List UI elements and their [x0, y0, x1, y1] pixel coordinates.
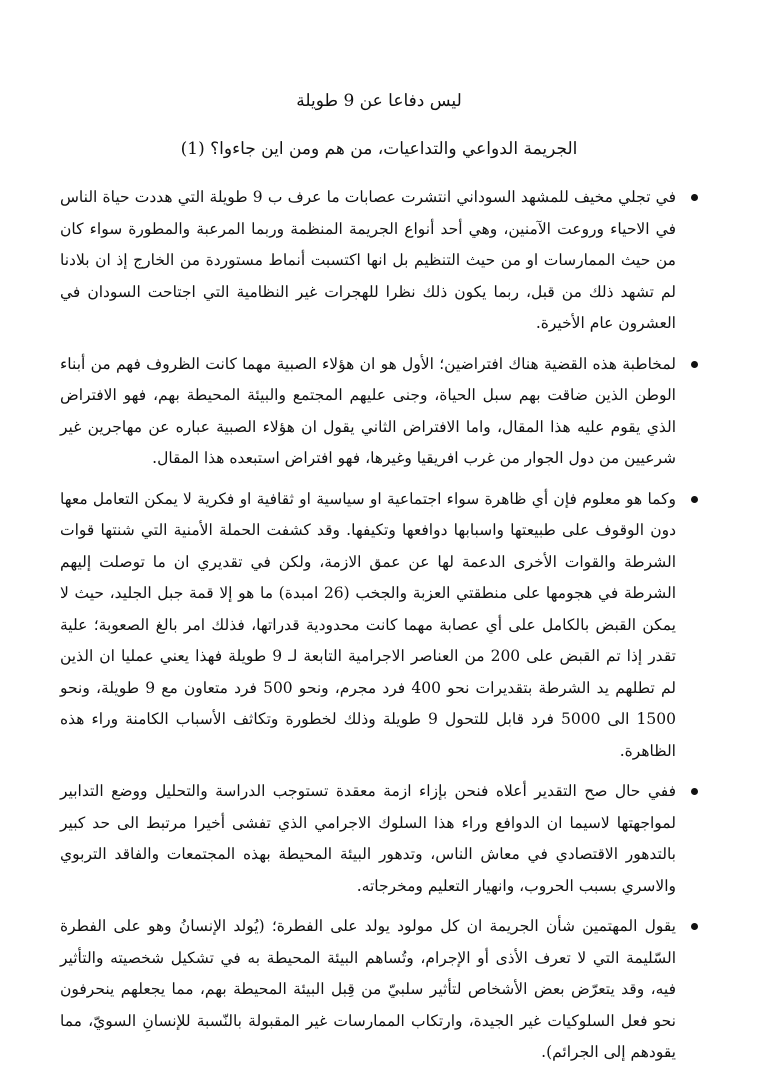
paragraph-text: يقول المهتمين شأن الجريمة ان كل مولود يولد على الفطرة؛ (يُولد الإنسانُ وهو على الفطرة السّليمة التي لا تعرف الأذى أو الإجرام، وتُساهم البيئة المحيطة به في تشكيل شخصيته والتأثير فيه، وقد يتعرّض بعض الأشخاص لتأثير سلبيّ من قِبل البيئة المحيطة بهم، مما يجعلهم ينحرفون نحو فعل السلوكيات غير الجيدة، وارتكاب الممارسات غير المقبولة بالنّسبة للإنسانِ السويّ، مما يقودهم إلى الجرائم). — [60, 917, 676, 1061]
bullet-paragraph-5 — [60, 911, 698, 1069]
bullet-list — [60, 182, 698, 1069]
bullet-paragraph-4 — [60, 776, 698, 902]
bullet-dot-icon — [691, 194, 698, 201]
bullet-paragraph-3 — [60, 484, 698, 768]
document-subtitle: الجريمة الدواعي والتداعيات، من هم ومن اين جاءوا؟ (1) — [180, 139, 578, 159]
document-title: ليس دفاعا عن 9 طويلة — [296, 91, 462, 111]
bullet-dot-icon — [691, 496, 698, 503]
bullet-dot-icon — [691, 361, 698, 368]
paragraph-text: ففي حال صح التقدير أعلاه فنحن بإزاء ازمة معقدة تستوجب الدراسة والتحليل ووضع التدابير لمواجهتها لاسيما ان الدوافع وراء هذا السلوك الاجرامي الذي تفشى أخيرا مرتبط الى حد كبير بالتدهور الاقتصادي في معاش الناس، وتدهور البيئة المحيطة بهذه المجتمعات والفاقد التربوي والاسري بسبب الحروب، وانهيار التعليم ومخرجاته. — [60, 782, 676, 895]
bullet-dot-icon — [691, 923, 698, 930]
bullet-paragraph-1 — [60, 182, 698, 340]
paragraph-text: وكما هو معلوم فإن أي ظاهرة سواء اجتماعية او سياسية او ثقافية او فكرية لا يمكن التعامل معها دون الوقوف على طبيعتها واسبابها دوافعها وتكيفها. وقد كشفت الحملة الأمنية التي شنتها قوات الشرطة والقوات الأخرى الدعمة لها عن عمق الازمة، ولكن في تقديري ان ما توصلت إليهم الشرطة في هجومها على منطقتي العزبة والجخب (26 امبدة) ما هو إلا قمة جبل الجليد، حيث لا يمكن القبض بالكامل على أي عصابة مهما كانت محدودية قدراتها، فذلك امر بالغ الصعوبة؛ علية تقدر إذا تم القبض على 200 من العناصر الاجرامية التابعة لـ 9 طويلة فهذا يعني عمليا ان الذين لم تطلهم يد الشرطة بتقديرات نحو 400 فرد مجرم، ونحو 500 فرد متعاون مع 9 طويلة، ونحو 1500 الى 5000 فرد قابل للتحول 9 طويلة وذلك لخطورة وتكاثف الأسباب الكامنة وراء هذه الظاهرة. — [60, 489, 676, 760]
paragraph-text: لمخاطبة هذه القضية هناك افتراضين؛ الأول هو ان هؤلاء الصبية مهما كانت الظروف فهم من أبناء الوطن الذين ضاقت بهم سبل الحياة، وجنى عليهم المجتمع والبيئة المحيطة بهم، فهو الافتراض الذي يقوم عليه هذا المقال، واما الافتراض الثاني يقول ان هؤلاء الصبية عباره عن مهاجرين غير شرعيين من دول الجوار من غرب افريقيا وغيرها، فهو افتراض استبعده هذا المقال. — [60, 354, 676, 467]
bullet-dot-icon — [691, 788, 698, 795]
bullet-paragraph-2 — [60, 349, 698, 475]
paragraph-text: في تجلي مخيف للمشهد السوداني انتشرت عصابات ما عرف ب 9 طويلة التي هددت حياة الناس في الاحياء وروعت الآمنين، وهي أحد أنواع الجريمة المنظمة وربما المرعبة والمطورة سواء كان من حيث الممارسات او من حيث التنظيم بل انها اكتسبت أنماط مستوردة من الخارج إذ ان بلادنا لم تشهد ذلك من قبل، ربما يكون ذلك نظرا للهجرات غير النظامية التي اجتاحت السودان في العشرون عام الأخيرة. — [60, 188, 676, 332]
